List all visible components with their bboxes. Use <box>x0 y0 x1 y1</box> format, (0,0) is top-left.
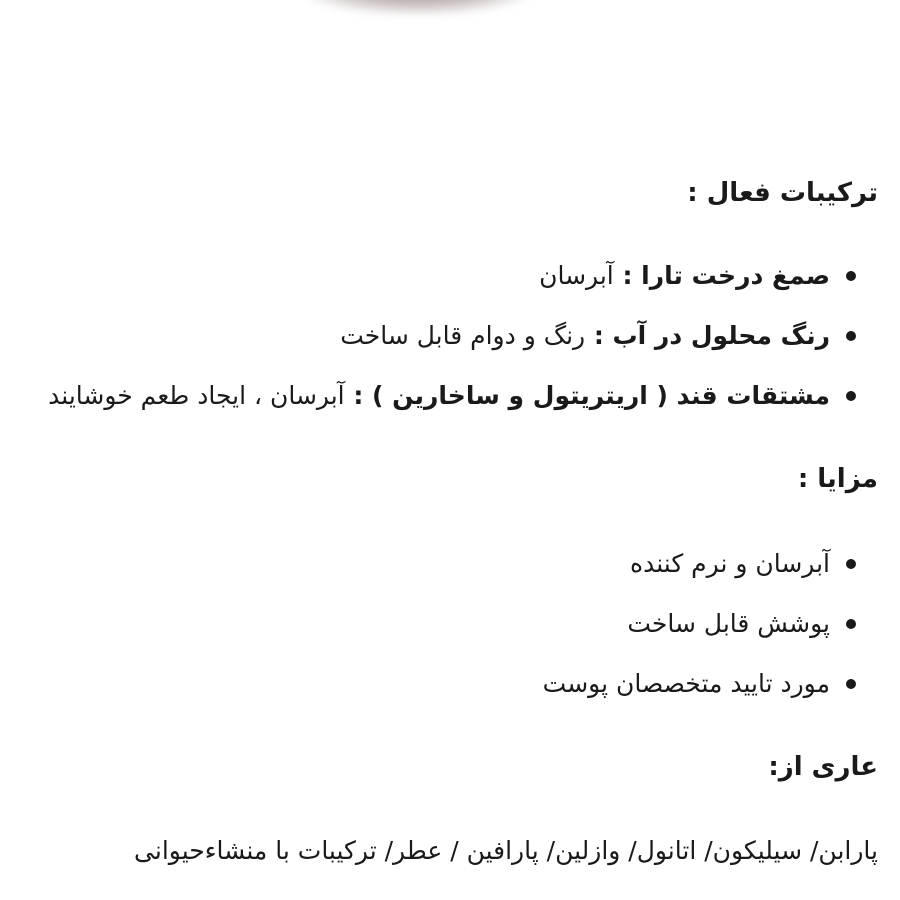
ingredient-desc: آبرسان ، ایجاد طعم خوشایند <box>48 381 345 410</box>
list-item-sugar-derivatives <box>48 378 878 438</box>
list-item-benefit <box>543 546 878 606</box>
ingredient-desc: رنگ و دوام قابل ساخت <box>340 321 586 350</box>
bullet-icon <box>846 619 856 629</box>
ingredient-label: صمغ درخت تارا <box>641 261 830 290</box>
list-item-tara-gum <box>48 258 878 318</box>
bullet-icon <box>846 679 856 689</box>
free-from-list: پارابن/ سیلیکون/ اتانول/ وازلین/ پارافین / عطر/ ترکیبات با منشاءحیوانی <box>134 836 878 865</box>
ingredient-label: رنگ محلول در آب <box>612 321 830 350</box>
ingredient-separator: : <box>585 321 613 350</box>
bullet-icon <box>846 391 856 401</box>
benefit-text: مورد تایید متخصصان پوست <box>542 669 830 698</box>
benefit-text: آبرسان و نرم کننده <box>630 549 830 578</box>
benefits-heading: مزایا : <box>797 464 878 494</box>
free-from-heading: عاری از: <box>768 752 878 782</box>
benefit-text: پوشش قابل ساخت <box>627 609 830 638</box>
bullet-icon <box>846 559 856 569</box>
ingredient-separator: : <box>613 261 642 290</box>
bullet-icon <box>846 271 856 281</box>
active-ingredients-list <box>48 258 878 438</box>
list-item-benefit <box>543 666 878 726</box>
ingredient-desc: آبرسان <box>539 261 614 290</box>
list-item-water-soluble-color <box>48 318 878 378</box>
ingredient-separator: : <box>344 381 373 410</box>
list-item-benefit <box>543 606 878 666</box>
active-ingredients-heading: ترکیبات فعال : <box>687 178 878 208</box>
bullet-icon <box>846 331 856 341</box>
ingredient-label: مشتقات قند ( اریتریتول و ساخارین ) <box>372 381 830 410</box>
benefits-list <box>543 546 878 726</box>
product-image-edge <box>300 0 535 15</box>
